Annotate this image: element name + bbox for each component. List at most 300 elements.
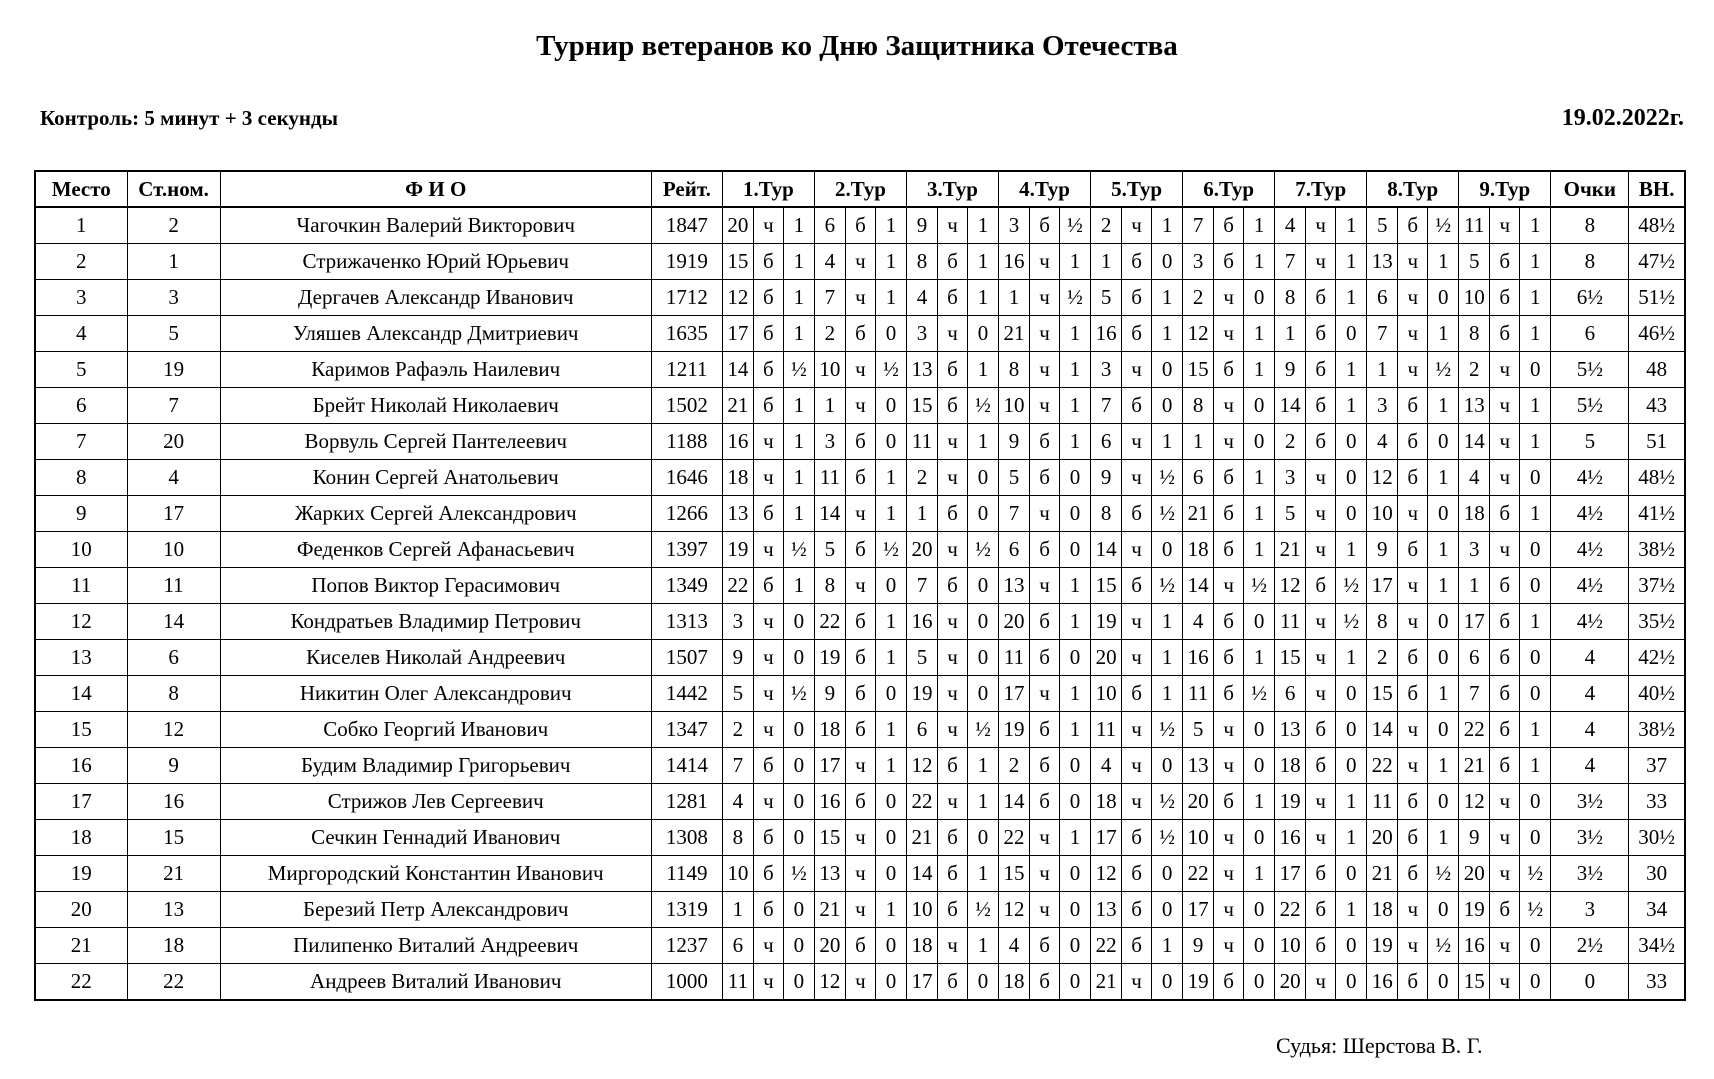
round-5-opponent-cell: 6: [1091, 424, 1122, 460]
round-2-opponent-cell: 15: [814, 820, 845, 856]
round-3-result-cell: 0: [968, 460, 999, 496]
round-4-opponent-cell: 2: [999, 748, 1030, 784]
points-cell: 4½: [1551, 604, 1629, 640]
place-cell: 8: [35, 460, 127, 496]
round-4-result-cell: ½: [1060, 280, 1091, 316]
round-7-opponent-cell: 4: [1275, 207, 1306, 244]
round-1-result-cell: ½: [783, 532, 814, 568]
round-4-color-cell: ч: [1030, 280, 1060, 316]
round-1-result-cell: 1: [783, 280, 814, 316]
start-number-cell: 15: [127, 820, 220, 856]
round-7-opponent-cell: 7: [1275, 244, 1306, 280]
round-4-color-cell: б: [1030, 712, 1060, 748]
table-row: [35, 604, 1685, 640]
player-name-cell: Каримов Рафаэль Наилевич: [220, 352, 651, 388]
round-1-opponent-cell: 22: [722, 568, 753, 604]
round-9-color-cell: ч: [1490, 207, 1520, 244]
round-6-result-cell: 1: [1244, 784, 1275, 820]
round-6-opponent-cell: 7: [1183, 207, 1214, 244]
round-9-color-cell: б: [1490, 496, 1520, 532]
round-7-result-cell: ½: [1336, 568, 1367, 604]
round-5-opponent-cell: 21: [1091, 964, 1122, 1001]
round-3-color-cell: ч: [937, 316, 967, 352]
round-7-color-cell: б: [1306, 316, 1336, 352]
round-8-color-cell: б: [1398, 207, 1428, 244]
round-9-color-cell: ч: [1490, 784, 1520, 820]
points-cell: 3: [1551, 892, 1629, 928]
round-2-color-cell: б: [845, 712, 875, 748]
round-8-color-cell: б: [1398, 676, 1428, 712]
round-2-opponent-cell: 12: [814, 964, 845, 1001]
round-9-result-cell: 0: [1520, 928, 1551, 964]
round-1-color-cell: б: [753, 748, 783, 784]
table-row: [35, 280, 1685, 316]
round-2-result-cell: 0: [875, 820, 906, 856]
round-3-result-cell: 0: [968, 820, 999, 856]
round-2-result-cell: ½: [875, 532, 906, 568]
round-9-result-cell: 1: [1520, 280, 1551, 316]
round-6-color-cell: ч: [1214, 388, 1244, 424]
round-9-opponent-cell: 8: [1459, 316, 1490, 352]
round-3-color-cell: б: [937, 352, 967, 388]
round-4-opponent-cell: 4: [999, 928, 1030, 964]
tiebreak-cell: 34: [1629, 892, 1685, 928]
round-7-color-cell: б: [1306, 712, 1336, 748]
tiebreak-cell: 41½: [1629, 496, 1685, 532]
round-4-color-cell: б: [1030, 640, 1060, 676]
round-7-color-cell: ч: [1306, 496, 1336, 532]
round-4-opponent-cell: 17: [999, 676, 1030, 712]
place-cell: 1: [35, 207, 127, 244]
round-9-color-cell: б: [1490, 892, 1520, 928]
round-9-color-cell: ч: [1490, 820, 1520, 856]
round-3-opponent-cell: 4: [906, 280, 937, 316]
round-9-result-cell: 1: [1520, 496, 1551, 532]
points-cell: 3½: [1551, 856, 1629, 892]
rating-cell: 1507: [651, 640, 722, 676]
round-8-opponent-cell: 15: [1367, 676, 1398, 712]
place-cell: 20: [35, 892, 127, 928]
round-1-color-cell: ч: [753, 604, 783, 640]
round-5-result-cell: 0: [1152, 892, 1183, 928]
round-6-color-cell: б: [1214, 964, 1244, 1001]
round-4-opponent-cell: 11: [999, 640, 1030, 676]
round-5-color-cell: б: [1122, 892, 1152, 928]
tiebreak-cell: 33: [1629, 784, 1685, 820]
round-7-result-cell: 1: [1336, 532, 1367, 568]
round-1-color-cell: б: [753, 388, 783, 424]
round-5-opponent-cell: 10: [1091, 676, 1122, 712]
round-3-result-cell: ½: [968, 532, 999, 568]
rating-cell: 1347: [651, 712, 722, 748]
rating-cell: 1211: [651, 352, 722, 388]
round-7-result-cell: 0: [1336, 856, 1367, 892]
round-7-result-cell: 0: [1336, 748, 1367, 784]
round-5-color-cell: б: [1122, 496, 1152, 532]
place-cell: 17: [35, 784, 127, 820]
round-6-opponent-cell: 9: [1183, 928, 1214, 964]
player-name-cell: Киселев Николай Андреевич: [220, 640, 651, 676]
round-5-color-cell: б: [1122, 244, 1152, 280]
round-1-color-cell: б: [753, 856, 783, 892]
round-5-opponent-cell: 1: [1091, 244, 1122, 280]
round-8-result-cell: 1: [1428, 568, 1459, 604]
player-name-cell: Андреев Виталий Иванович: [220, 964, 651, 1001]
place-cell: 10: [35, 532, 127, 568]
header-name: Ф И О: [220, 171, 651, 207]
round-4-result-cell: 1: [1060, 676, 1091, 712]
round-8-color-cell: ч: [1398, 928, 1428, 964]
round-9-color-cell: б: [1490, 676, 1520, 712]
round-5-color-cell: ч: [1122, 964, 1152, 1001]
round-2-color-cell: ч: [845, 244, 875, 280]
round-2-result-cell: 1: [875, 640, 906, 676]
round-1-opponent-cell: 10: [722, 856, 753, 892]
rating-cell: 1847: [651, 207, 722, 244]
round-3-result-cell: ½: [968, 712, 999, 748]
round-3-color-cell: б: [937, 820, 967, 856]
round-6-result-cell: 1: [1244, 316, 1275, 352]
points-cell: 4½: [1551, 460, 1629, 496]
round-9-opponent-cell: 7: [1459, 676, 1490, 712]
player-name-cell: Кондратьев Владимир Петрович: [220, 604, 651, 640]
round-7-result-cell: 0: [1336, 460, 1367, 496]
round-4-color-cell: б: [1030, 784, 1060, 820]
round-3-result-cell: 1: [968, 244, 999, 280]
start-number-cell: 20: [127, 424, 220, 460]
place-cell: 2: [35, 244, 127, 280]
round-1-color-cell: ч: [753, 712, 783, 748]
round-7-result-cell: 1: [1336, 892, 1367, 928]
rating-cell: 1712: [651, 280, 722, 316]
round-7-color-cell: б: [1306, 892, 1336, 928]
round-7-result-cell: 0: [1336, 424, 1367, 460]
points-cell: 4½: [1551, 532, 1629, 568]
round-1-color-cell: ч: [753, 207, 783, 244]
round-4-opponent-cell: 16: [999, 244, 1030, 280]
round-1-opponent-cell: 20: [722, 207, 753, 244]
table-row: [35, 207, 1685, 244]
tiebreak-cell: 48½: [1629, 207, 1685, 244]
round-7-result-cell: 0: [1336, 496, 1367, 532]
round-7-opponent-cell: 2: [1275, 424, 1306, 460]
round-9-color-cell: ч: [1490, 388, 1520, 424]
round-4-result-cell: 0: [1060, 640, 1091, 676]
round-5-opponent-cell: 11: [1091, 712, 1122, 748]
round-6-result-cell: 0: [1244, 388, 1275, 424]
round-1-result-cell: 0: [783, 820, 814, 856]
round-1-result-cell: 1: [783, 207, 814, 244]
round-2-opponent-cell: 8: [814, 568, 845, 604]
round-8-result-cell: 1: [1428, 244, 1459, 280]
round-2-result-cell: 0: [875, 388, 906, 424]
rating-cell: 1646: [651, 460, 722, 496]
round-5-opponent-cell: 4: [1091, 748, 1122, 784]
round-1-result-cell: 0: [783, 748, 814, 784]
round-5-color-cell: б: [1122, 856, 1152, 892]
round-7-opponent-cell: 15: [1275, 640, 1306, 676]
tiebreak-cell: 48½: [1629, 460, 1685, 496]
round-5-opponent-cell: 17: [1091, 820, 1122, 856]
round-1-color-cell: б: [753, 244, 783, 280]
round-7-result-cell: 0: [1336, 316, 1367, 352]
header-tiebreak: ВН.: [1629, 171, 1685, 207]
round-7-result-cell: 1: [1336, 207, 1367, 244]
round-8-result-cell: 0: [1428, 496, 1459, 532]
round-3-opponent-cell: 8: [906, 244, 937, 280]
round-5-opponent-cell: 5: [1091, 280, 1122, 316]
round-2-color-cell: ч: [845, 568, 875, 604]
round-3-result-cell: 1: [968, 352, 999, 388]
round-6-result-cell: 0: [1244, 280, 1275, 316]
tiebreak-cell: 43: [1629, 388, 1685, 424]
round-4-opponent-cell: 19: [999, 712, 1030, 748]
place-cell: 3: [35, 280, 127, 316]
header-round-2: 2.Тур: [814, 171, 906, 207]
round-6-result-cell: 0: [1244, 964, 1275, 1001]
round-4-opponent-cell: 5: [999, 460, 1030, 496]
round-3-color-cell: ч: [937, 712, 967, 748]
round-8-result-cell: ½: [1428, 856, 1459, 892]
round-1-color-cell: б: [753, 892, 783, 928]
round-8-color-cell: ч: [1398, 496, 1428, 532]
rating-cell: 1397: [651, 532, 722, 568]
header-points: Очки: [1551, 171, 1629, 207]
round-3-opponent-cell: 22: [906, 784, 937, 820]
round-3-result-cell: 1: [968, 280, 999, 316]
round-5-result-cell: 1: [1152, 676, 1183, 712]
round-8-opponent-cell: 16: [1367, 964, 1398, 1001]
round-2-opponent-cell: 6: [814, 207, 845, 244]
round-9-opponent-cell: 4: [1459, 460, 1490, 496]
round-1-color-cell: б: [753, 820, 783, 856]
round-9-color-cell: б: [1490, 316, 1520, 352]
round-4-color-cell: б: [1030, 424, 1060, 460]
points-cell: 4½: [1551, 496, 1629, 532]
place-cell: 4: [35, 316, 127, 352]
round-5-result-cell: 1: [1152, 207, 1183, 244]
round-7-result-cell: 0: [1336, 964, 1367, 1001]
player-name-cell: Будим Владимир Григорьевич: [220, 748, 651, 784]
round-9-result-cell: 1: [1520, 244, 1551, 280]
round-8-opponent-cell: 3: [1367, 388, 1398, 424]
round-8-opponent-cell: 5: [1367, 207, 1398, 244]
round-9-color-cell: ч: [1490, 964, 1520, 1001]
round-1-color-cell: б: [753, 352, 783, 388]
round-3-color-cell: ч: [937, 532, 967, 568]
round-3-opponent-cell: 3: [906, 316, 937, 352]
round-6-color-cell: ч: [1214, 712, 1244, 748]
round-2-color-cell: ч: [845, 496, 875, 532]
round-3-result-cell: ½: [968, 892, 999, 928]
round-6-opponent-cell: 12: [1183, 316, 1214, 352]
round-1-color-cell: б: [753, 568, 783, 604]
round-5-opponent-cell: 15: [1091, 568, 1122, 604]
round-9-opponent-cell: 11: [1459, 207, 1490, 244]
round-1-opponent-cell: 21: [722, 388, 753, 424]
round-8-result-cell: 1: [1428, 748, 1459, 784]
round-5-opponent-cell: 19: [1091, 604, 1122, 640]
round-3-opponent-cell: 20: [906, 532, 937, 568]
round-7-color-cell: б: [1306, 928, 1336, 964]
round-4-color-cell: б: [1030, 748, 1060, 784]
round-3-result-cell: 1: [968, 784, 999, 820]
round-6-opponent-cell: 11: [1183, 676, 1214, 712]
header-round-4: 4.Тур: [999, 171, 1091, 207]
round-3-color-cell: б: [937, 748, 967, 784]
player-name-cell: Стрижаченко Юрий Юрьевич: [220, 244, 651, 280]
round-8-result-cell: 1: [1428, 676, 1459, 712]
rating-cell: 1502: [651, 388, 722, 424]
round-7-color-cell: ч: [1306, 604, 1336, 640]
round-1-opponent-cell: 17: [722, 316, 753, 352]
player-name-cell: Пилипенко Виталий Андреевич: [220, 928, 651, 964]
start-number-cell: 19: [127, 352, 220, 388]
round-9-opponent-cell: 16: [1459, 928, 1490, 964]
points-cell: 3½: [1551, 820, 1629, 856]
start-number-cell: 8: [127, 676, 220, 712]
round-8-result-cell: 1: [1428, 532, 1459, 568]
start-number-cell: 12: [127, 712, 220, 748]
round-4-result-cell: 0: [1060, 964, 1091, 1001]
round-4-result-cell: 0: [1060, 784, 1091, 820]
round-6-result-cell: 1: [1244, 496, 1275, 532]
round-9-opponent-cell: 17: [1459, 604, 1490, 640]
round-1-color-cell: ч: [753, 964, 783, 1001]
round-2-color-cell: б: [845, 784, 875, 820]
round-8-color-cell: б: [1398, 820, 1428, 856]
round-1-color-cell: ч: [753, 640, 783, 676]
round-8-color-cell: ч: [1398, 352, 1428, 388]
tiebreak-cell: 51: [1629, 424, 1685, 460]
round-9-result-cell: 1: [1520, 604, 1551, 640]
round-9-color-cell: б: [1490, 280, 1520, 316]
round-5-color-cell: ч: [1122, 604, 1152, 640]
round-8-result-cell: 0: [1428, 424, 1459, 460]
round-6-result-cell: 1: [1244, 244, 1275, 280]
points-cell: 6½: [1551, 280, 1629, 316]
round-2-opponent-cell: 9: [814, 676, 845, 712]
round-5-color-cell: ч: [1122, 352, 1152, 388]
round-1-result-cell: 0: [783, 964, 814, 1001]
round-5-color-cell: ч: [1122, 712, 1152, 748]
round-3-color-cell: б: [937, 892, 967, 928]
round-4-result-cell: 0: [1060, 856, 1091, 892]
round-9-opponent-cell: 13: [1459, 388, 1490, 424]
round-6-color-cell: ч: [1214, 568, 1244, 604]
round-9-opponent-cell: 9: [1459, 820, 1490, 856]
round-3-opponent-cell: 15: [906, 388, 937, 424]
round-6-color-cell: б: [1214, 532, 1244, 568]
round-5-opponent-cell: 7: [1091, 388, 1122, 424]
round-6-result-cell: 1: [1244, 207, 1275, 244]
round-6-color-cell: б: [1214, 352, 1244, 388]
player-name-cell: Сечкин Геннадий Иванович: [220, 820, 651, 856]
round-5-opponent-cell: 3: [1091, 352, 1122, 388]
round-4-color-cell: ч: [1030, 820, 1060, 856]
round-2-color-cell: б: [845, 604, 875, 640]
round-2-result-cell: 1: [875, 280, 906, 316]
rating-cell: 1919: [651, 244, 722, 280]
round-6-color-cell: б: [1214, 496, 1244, 532]
player-name-cell: Никитин Олег Александрович: [220, 676, 651, 712]
round-5-color-cell: б: [1122, 388, 1152, 424]
round-4-color-cell: ч: [1030, 496, 1060, 532]
round-4-result-cell: 1: [1060, 604, 1091, 640]
round-8-color-cell: б: [1398, 856, 1428, 892]
round-3-opponent-cell: 19: [906, 676, 937, 712]
rating-cell: 1319: [651, 892, 722, 928]
start-number-cell: 13: [127, 892, 220, 928]
round-8-result-cell: 0: [1428, 892, 1459, 928]
round-5-color-cell: ч: [1122, 424, 1152, 460]
round-2-opponent-cell: 20: [814, 928, 845, 964]
round-3-result-cell: 1: [968, 424, 999, 460]
table-row: [35, 784, 1685, 820]
place-cell: 21: [35, 928, 127, 964]
round-5-result-cell: 0: [1152, 244, 1183, 280]
round-6-color-cell: ч: [1214, 928, 1244, 964]
start-number-cell: 16: [127, 784, 220, 820]
points-cell: 5½: [1551, 388, 1629, 424]
round-5-result-cell: 0: [1152, 388, 1183, 424]
round-7-opponent-cell: 20: [1275, 964, 1306, 1001]
start-number-cell: 2: [127, 207, 220, 244]
round-3-opponent-cell: 7: [906, 568, 937, 604]
player-name-cell: Чагочкин Валерий Викторович: [220, 207, 651, 244]
round-9-opponent-cell: 20: [1459, 856, 1490, 892]
round-7-opponent-cell: 9: [1275, 352, 1306, 388]
round-2-opponent-cell: 17: [814, 748, 845, 784]
round-2-color-cell: ч: [845, 964, 875, 1001]
standings-table: [34, 170, 1686, 1001]
place-cell: 18: [35, 820, 127, 856]
round-3-color-cell: ч: [937, 640, 967, 676]
round-2-color-cell: б: [845, 316, 875, 352]
round-6-color-cell: ч: [1214, 856, 1244, 892]
round-8-color-cell: ч: [1398, 892, 1428, 928]
round-1-opponent-cell: 18: [722, 460, 753, 496]
rating-cell: 1266: [651, 496, 722, 532]
round-8-opponent-cell: 17: [1367, 568, 1398, 604]
round-1-opponent-cell: 11: [722, 964, 753, 1001]
round-1-result-cell: 1: [783, 388, 814, 424]
player-name-cell: Миргородский Константин Иванович: [220, 856, 651, 892]
round-9-result-cell: 1: [1520, 388, 1551, 424]
round-9-result-cell: 0: [1520, 784, 1551, 820]
round-4-opponent-cell: 22: [999, 820, 1030, 856]
round-2-result-cell: 0: [875, 676, 906, 712]
rating-cell: 1635: [651, 316, 722, 352]
points-cell: 4½: [1551, 568, 1629, 604]
round-4-opponent-cell: 21: [999, 316, 1030, 352]
round-1-opponent-cell: 13: [722, 496, 753, 532]
round-4-result-cell: 0: [1060, 892, 1091, 928]
round-9-color-cell: ч: [1490, 928, 1520, 964]
rating-cell: 1414: [651, 748, 722, 784]
round-4-result-cell: 0: [1060, 496, 1091, 532]
round-2-color-cell: б: [845, 640, 875, 676]
round-9-result-cell: 0: [1520, 640, 1551, 676]
round-4-result-cell: 0: [1060, 460, 1091, 496]
place-cell: 12: [35, 604, 127, 640]
round-8-opponent-cell: 8: [1367, 604, 1398, 640]
round-3-color-cell: ч: [937, 784, 967, 820]
round-7-color-cell: б: [1306, 280, 1336, 316]
round-5-opponent-cell: 13: [1091, 892, 1122, 928]
round-5-color-cell: ч: [1122, 748, 1152, 784]
round-4-color-cell: ч: [1030, 388, 1060, 424]
